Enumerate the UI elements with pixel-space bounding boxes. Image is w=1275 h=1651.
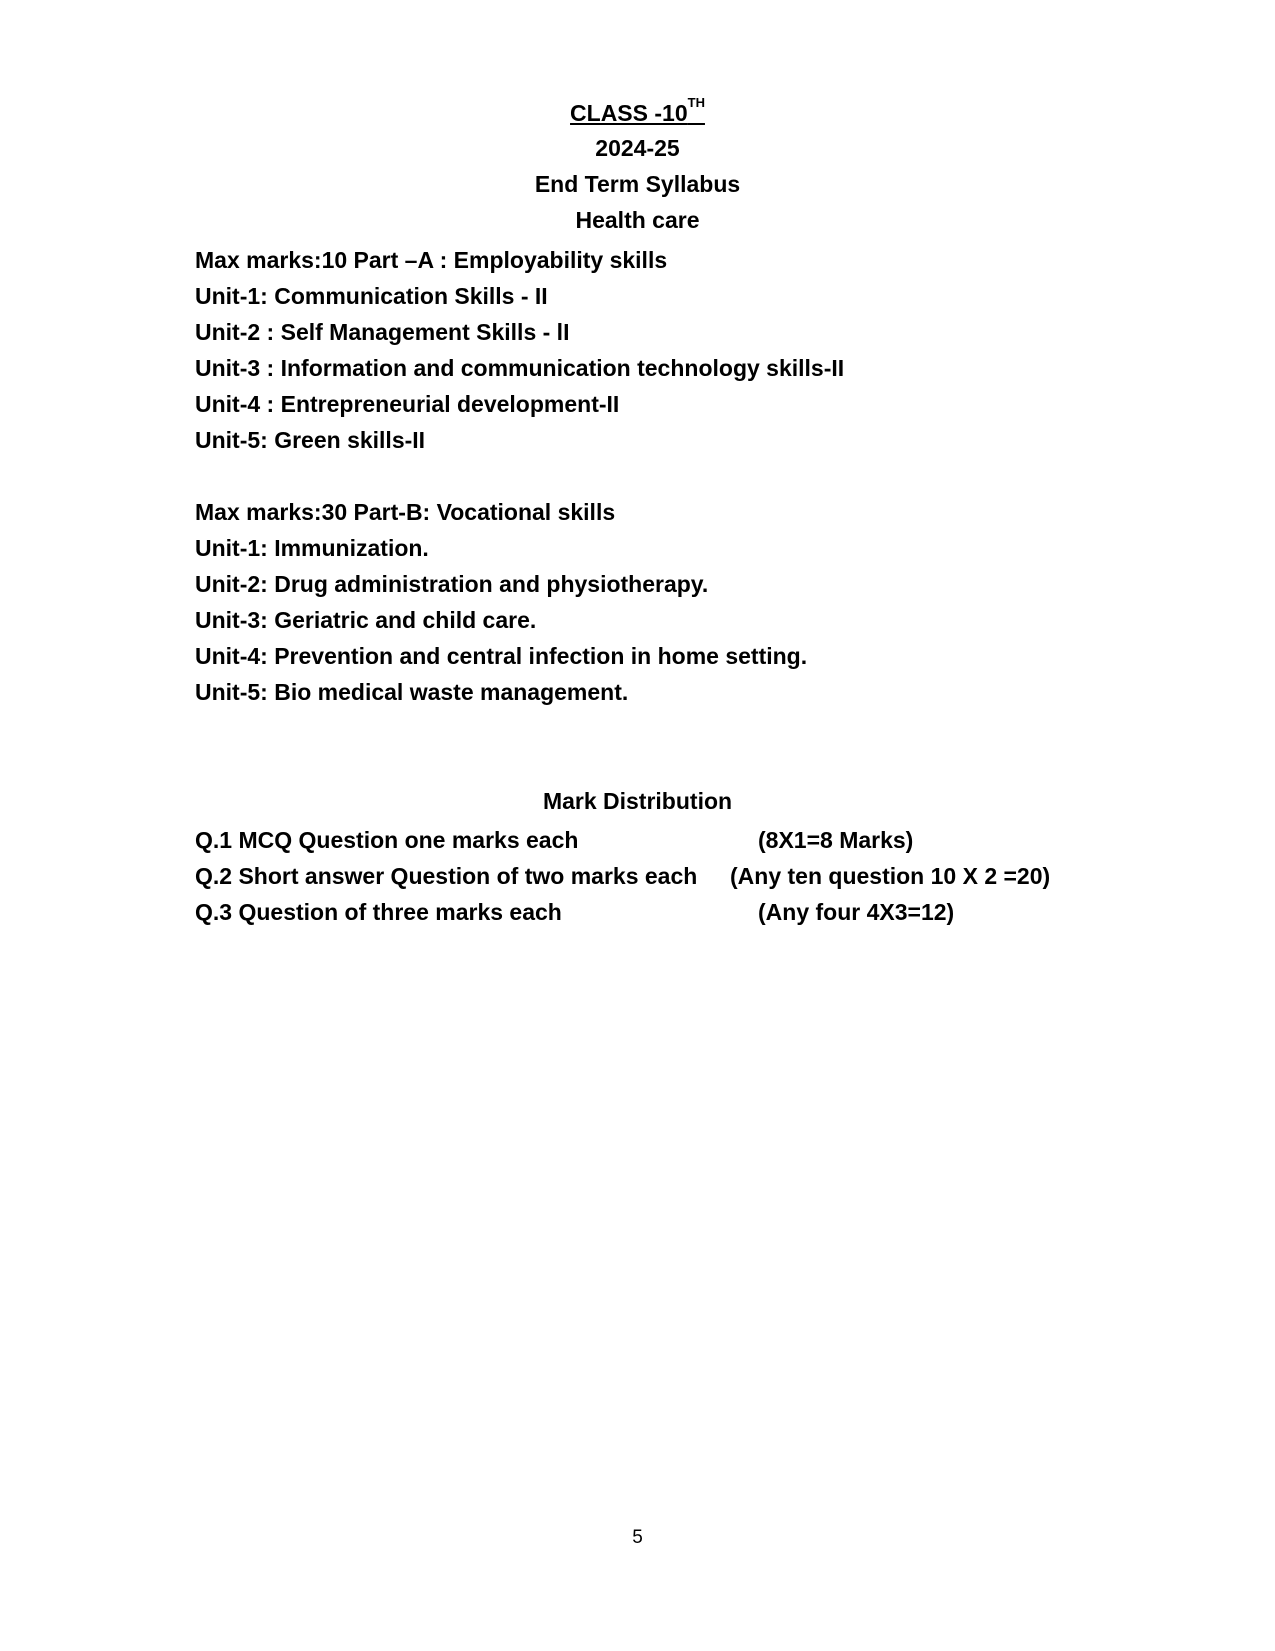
- part-a-unit-5: Unit-5: Green skills-II: [195, 427, 426, 453]
- part-b-unit-2: Unit-2: Drug administration and physiotherapy.: [195, 571, 709, 597]
- part-b-unit-4: Unit-4: Prevention and central infection in home setting.: [195, 643, 808, 669]
- page-number: 5: [632, 1527, 643, 1548]
- mark-row: [195, 822, 1095, 858]
- part-b-heading: Max marks:30 Part-B: Vocational skills: [195, 499, 616, 525]
- mark-row-marks: (8X1=8 Marks): [758, 827, 914, 853]
- subject-title: Health care: [575, 207, 700, 233]
- mark-row-question: Q.2 Short answer Question of two marks each: [195, 863, 698, 889]
- class-label: CLASS -10: [570, 100, 688, 126]
- mark-row: [195, 894, 1095, 930]
- mark-row-question: Q.1 MCQ Question one marks each: [195, 827, 579, 853]
- mark-row-marks: (Any ten question 10 X 2 =20): [730, 863, 1051, 889]
- mark-row: [195, 858, 1095, 894]
- part-a-section: [195, 242, 1095, 458]
- term-title: End Term Syllabus: [534, 171, 741, 197]
- part-b-unit-5: Unit-5: Bio medical waste management.: [195, 679, 629, 705]
- part-a-unit-1: Unit-1: Communication Skills - II: [195, 283, 548, 309]
- class-superscript: TH: [687, 95, 705, 110]
- mark-row-marks: (Any four 4X3=12): [758, 899, 955, 925]
- mark-distribution-table: [195, 822, 1095, 930]
- part-a-heading: Max marks:10 Part –A : Employability skills: [195, 247, 668, 273]
- part-b-unit-1: Unit-1: Immunization.: [195, 535, 429, 561]
- session-year: 2024-25: [595, 135, 680, 161]
- part-a-unit-4: Unit-4 : Entrepreneurial development-II: [195, 391, 620, 417]
- part-b-unit-3: Unit-3: Geriatric and child care.: [195, 607, 537, 633]
- part-b-section: [195, 494, 1095, 710]
- mark-distribution-title: Mark Distribution: [542, 788, 733, 814]
- mark-row-question: Q.3 Question of three marks each: [195, 899, 562, 925]
- class-title: [0, 95, 1275, 128]
- part-a-unit-3: Unit-3 : Information and communication technology skills-II: [195, 355, 845, 381]
- part-a-unit-2: Unit-2 : Self Management Skills - lI: [195, 319, 570, 345]
